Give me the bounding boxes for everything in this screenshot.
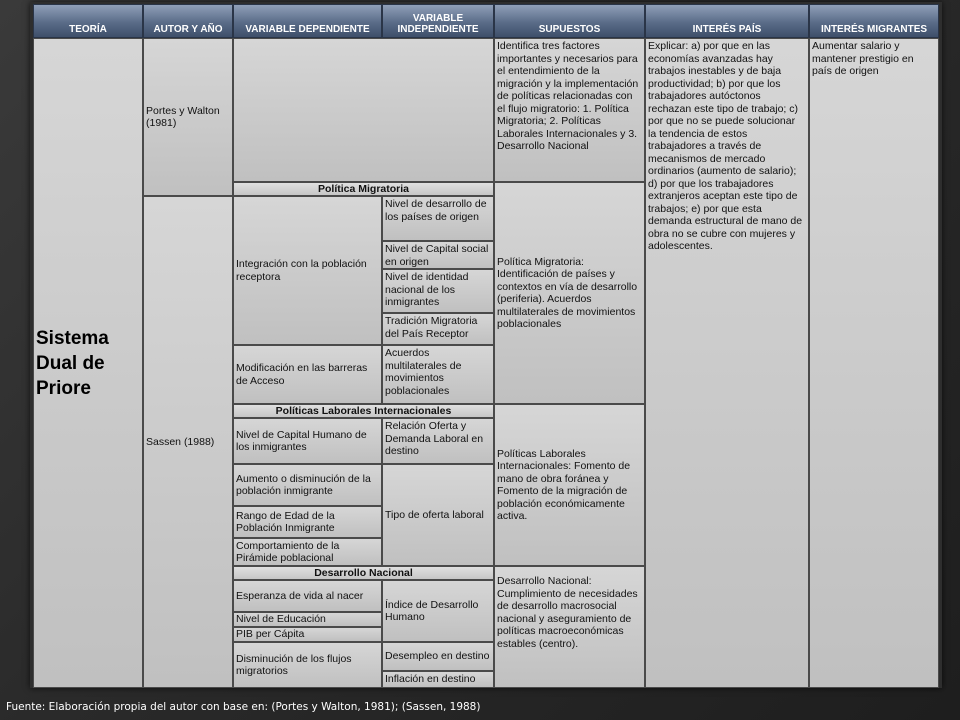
pl-dep-poblacion-inmigrante: Aumento o disminución de la población inmigrante [233,464,382,506]
dn-indep-desempleo: Desempleo en destino [382,642,494,671]
pm-indep-capital-social: Nivel de Capital social en origen [382,241,494,269]
author-portes: Portes y Walton (1981) [143,38,233,196]
pm-dep-integracion: Integración con la población receptora [233,196,382,345]
pm-indep-desarrollo-origen: Nivel de desarrollo de los países de origen [382,196,494,241]
header-interes-pais: INTERÉS PAÍS [645,4,809,38]
section-desarrollo-nacional [233,566,494,580]
section-politicas-laborales [233,404,494,418]
dn-supuesto: Desarrollo Nacional: Cumplimiento de necesidades de desarrollo macrosocial nacional y aseguramiento de políticas macroeconómicas estables (centro). [494,566,645,688]
pm-indep-identidad-nacional: Nivel de identidad nacional de los inmigrantes [382,269,494,313]
portes-variables-empty [233,38,494,182]
pm-indep-acuerdos: Acuerdos multilaterales de movimientos poblacionales [382,345,494,404]
pl-dep-piramide: Comportamiento de la Pirámide poblacional [233,538,382,566]
dn-indep-idh: Índice de Desarrollo Humano [382,580,494,642]
pm-indep-tradicion-migratoria: Tradición Migratoria del País Receptor [382,313,494,345]
header-variable-independiente: VARIABLE INDEPENDIENTE [382,4,494,38]
author-sassen: Sassen (1988) [143,196,233,688]
pl-supuesto: Políticas Laborales Internacionales: Fomento de mano de obra foránea y Fomento de la migración de población económicamente activa. [494,404,645,566]
supuestos-portes: Identifica tres factores importantes y necesarios para el entendimiento de la migración y la implementación de políticas relacionadas con el flujo migratorio: 1. Política Migratoria; 2. Políticas Laborales Internacionales y 3. Desarrollo Nacional [494,38,645,182]
theory-name: Sistema Dual de Priore [33,38,143,688]
section-desarrollo-nacional-label: Desarrollo Nacional [314,567,413,579]
header-autor: AUTOR Y AÑO [143,4,233,38]
dn-dep-pib: PIB per Cápita [233,627,382,642]
header-interes-migrantes: INTERÉS MIGRANTES [809,4,939,38]
dn-dep-esperanza-vida: Esperanza de vida al nacer [233,580,382,612]
header-teoria: TEORÍA [33,4,143,38]
section-politicas-laborales-label: Políticas Laborales Internacionales [275,405,452,417]
pl-indep-tipo-oferta: Tipo de oferta laboral [382,464,494,566]
section-politica-migratoria: Política Migratoria [233,182,494,196]
dn-dep-educacion: Nivel de Educación [233,612,382,627]
header-supuestos: SUPUESTOS [494,4,645,38]
dn-dep-flujos-migratorios: Disminución de los flujos migratorios [233,642,382,688]
pl-indep-oferta-demanda: Relación Oferta y Demanda Laboral en destino [382,418,494,464]
interes-pais-text: Explicar: a) por que en las economías avanzadas hay trabajos inestables y de baja productividad; b) por que los trabajadores autóctonos rechazan este tipo de trabajo; c) por que no se puede solucionar la tendencia de estos trabajadores a través de mecanismos de mercado ordinarios (aumento de salario); d) por que los trabajadores extranjeros aceptan este tipo de trabajos; e) por que esta demanda estructural de mano de obra no se cubre con mujeres y adolescentes. [645,38,809,688]
interes-migrantes-text: Aumentar salario y mantener prestigio en país de origen [809,38,939,688]
header-variable-dependiente: VARIABLE DEPENDIENTE [233,4,382,38]
dn-indep-inflacion: Inflación en destino [382,671,494,688]
pl-dep-rango-edad: Rango de Edad de la Población Inmigrante [233,506,382,538]
source-note: Fuente: Elaboración propia del autor con base en: (Portes y Walton, 1981); (Sassen, 1988) [6,701,481,713]
pl-dep-capital-humano: Nivel de Capital Humano de los inmigrantes [233,418,382,464]
pm-dep-barreras: Modificación en las barreras de Acceso [233,345,382,404]
pm-supuesto: Política Migratoria: Identificación de países y contextos en vía de desarrollo (periferia). Acuerdos multilaterales de movimientos poblacionales [494,182,645,404]
